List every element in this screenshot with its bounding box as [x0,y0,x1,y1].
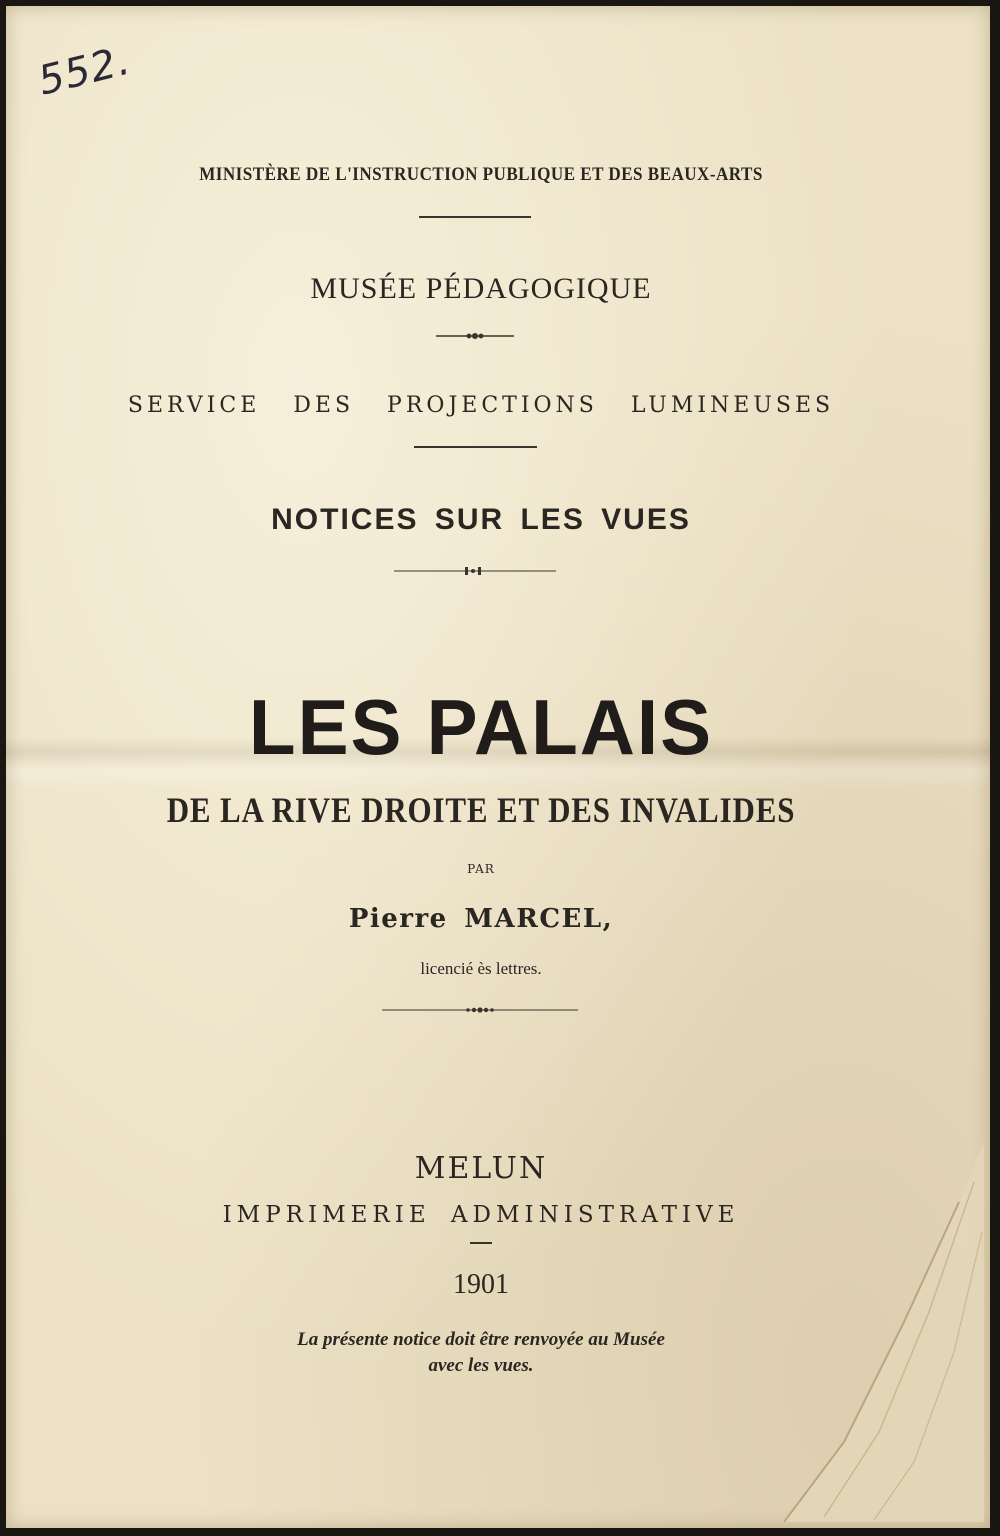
author-name: Pierre MARCEL, [348,904,614,934]
ornament-divider-icon [382,1004,578,1016]
handwritten-shelf-number: 552. [33,37,136,105]
publication-year: 1901 [453,1269,509,1300]
printer-name: IMPRIMERIE ADMINISTRATIVE [222,1202,740,1228]
author-degree: licencié ès lettres. [420,959,542,978]
return-notice-line-2: avec les vues. [428,1355,534,1376]
publication-city: MELUN [414,1151,548,1186]
divider-rule [419,216,531,218]
ornament-divider-icon [394,565,556,577]
divider-rule [470,1242,492,1244]
ministry-heading: MINISTÈRE DE L'INSTRUCTION PUBLIQUE ET DES BEAUX-ARTS [199,164,763,185]
return-notice-line-1: La présente notice doit être renvoyée au Musée [297,1329,665,1350]
series-heading: NOTICES SUR LES VUES [271,503,691,536]
divider-rule [414,446,537,448]
museum-heading: MUSÉE PÉDAGOGIQUE [310,272,652,305]
service-heading: SERVICE DES PROJECTIONS LUMINEUSES [127,393,835,418]
document-title: LES PALAIS [248,683,714,771]
cover-page [6,6,990,1528]
document-subtitle: DE LA RIVE DROITE ET DES INVALIDES [166,790,796,830]
author-prefix: PAR [467,862,495,876]
torn-corner-icon [784,1142,984,1522]
ornament-divider-icon [436,330,514,342]
